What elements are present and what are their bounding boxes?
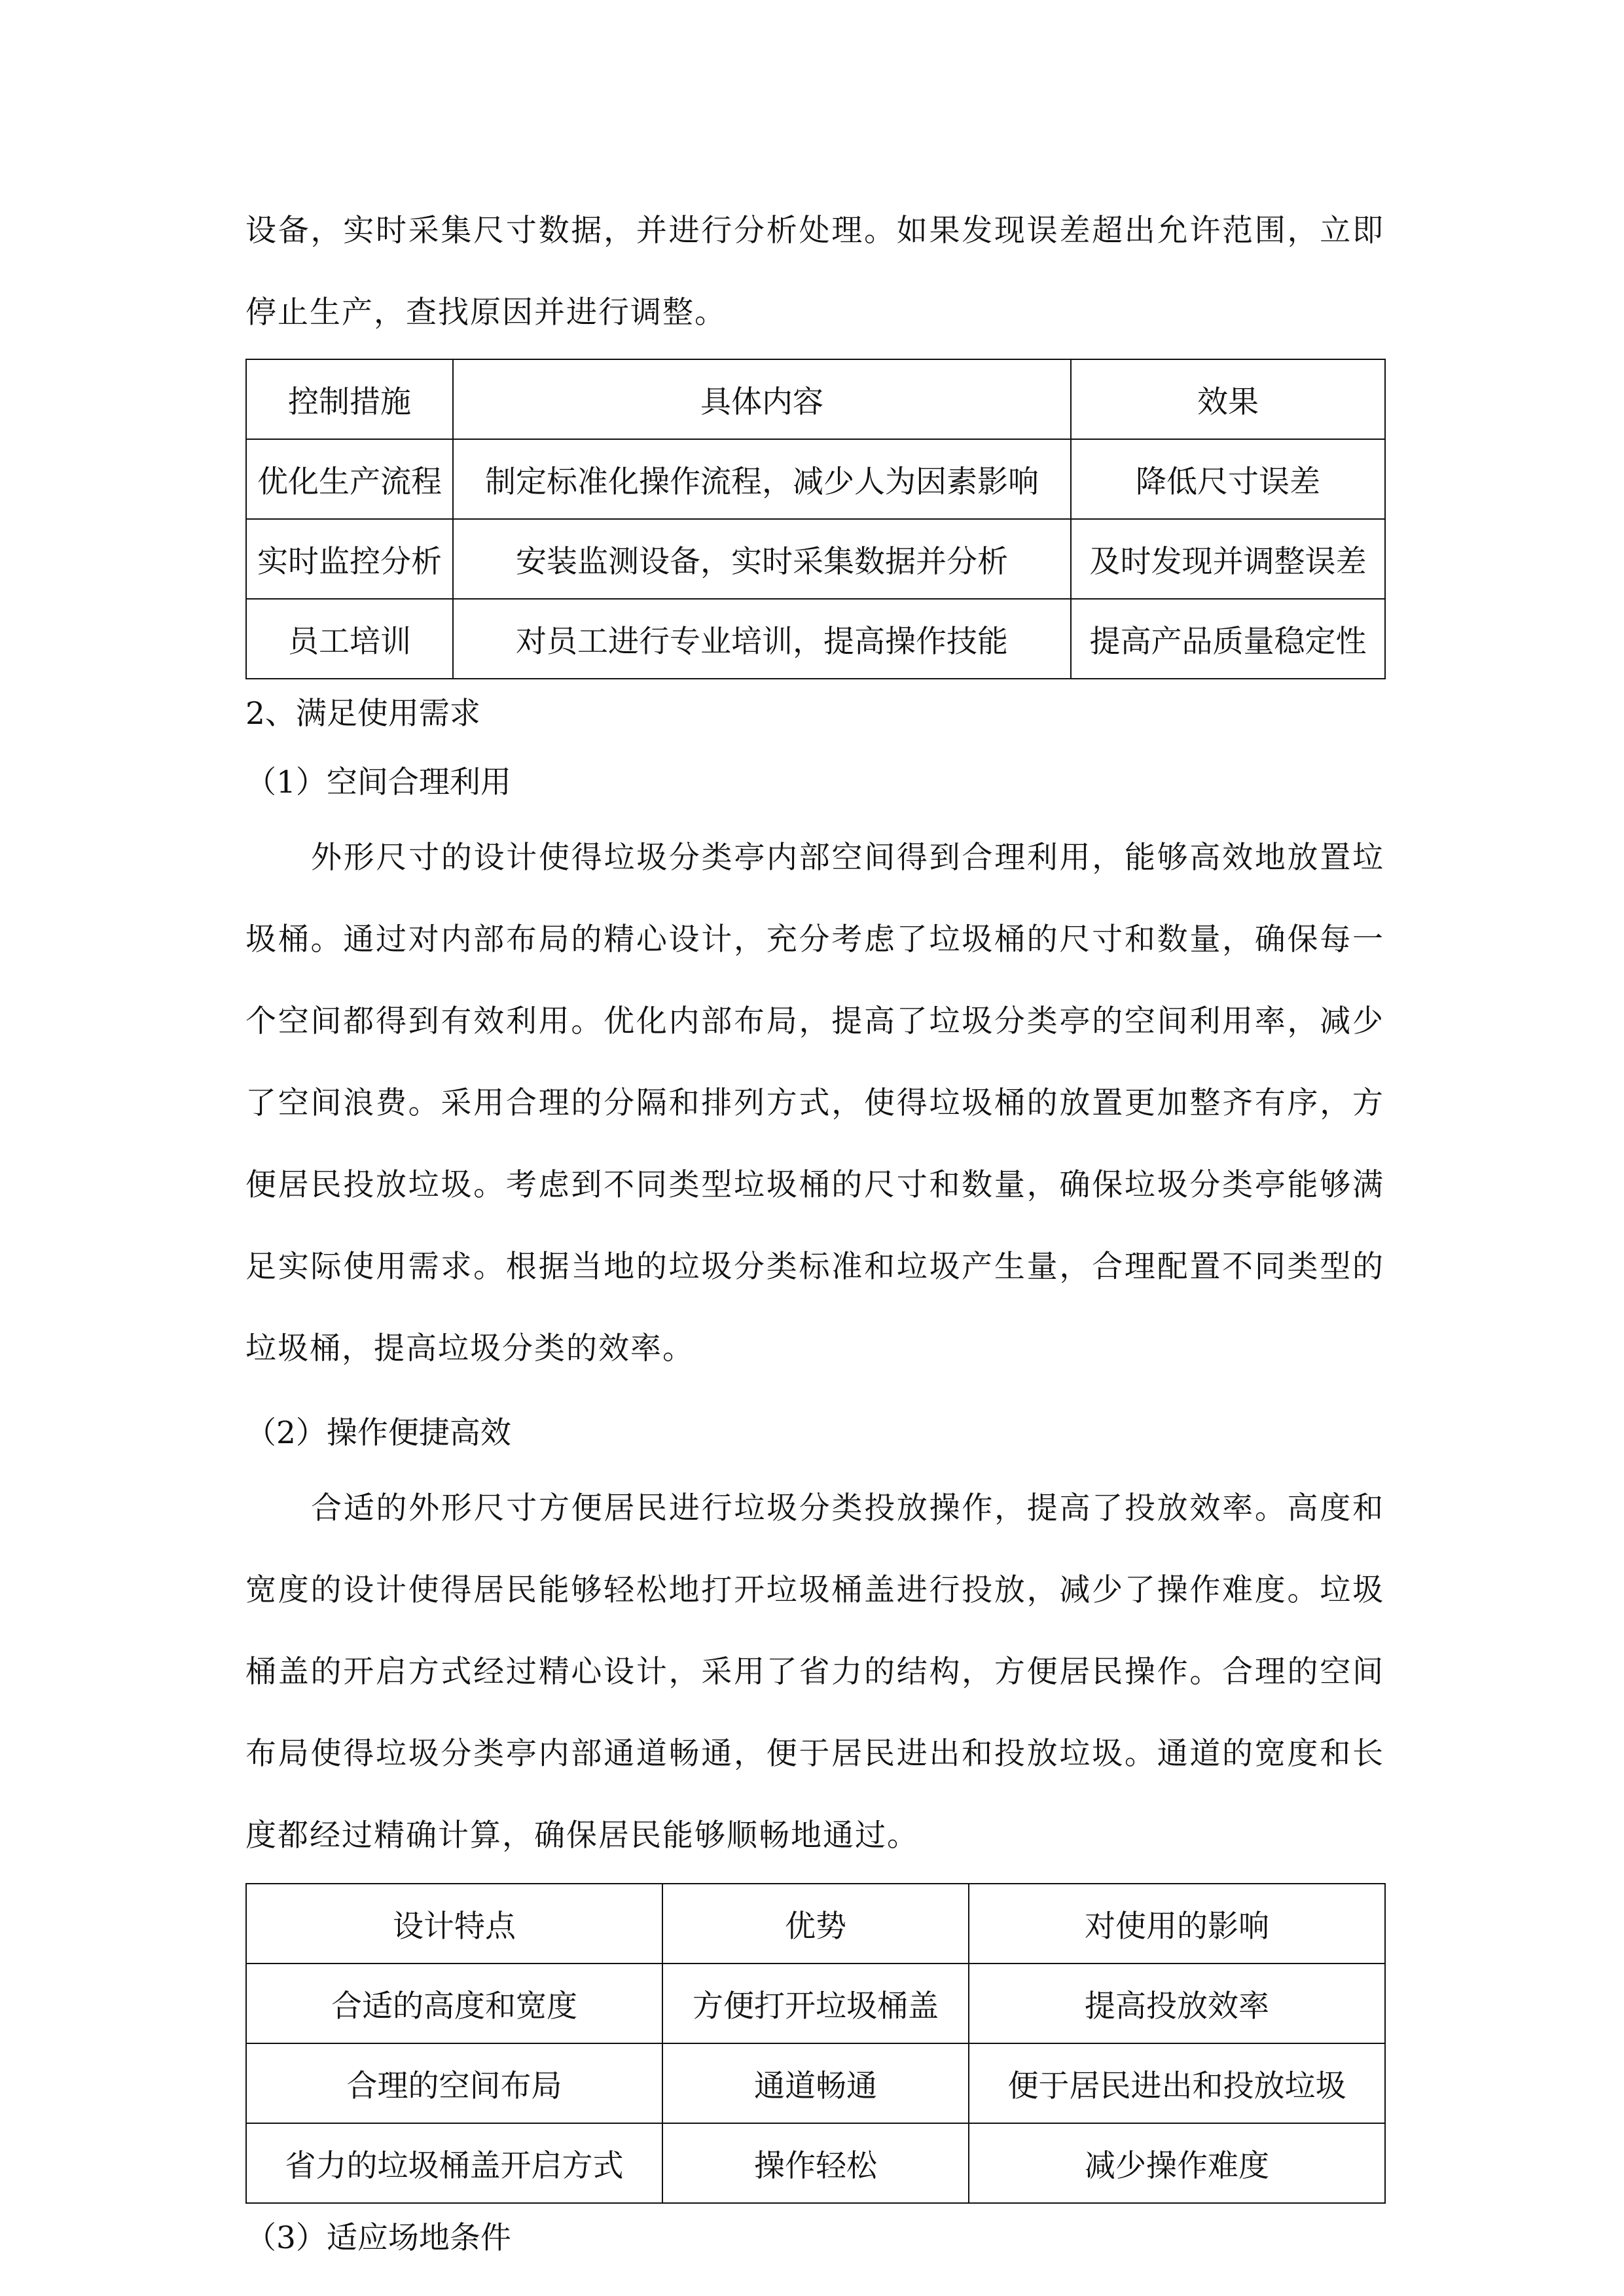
design-features-table bbox=[245, 1883, 1386, 2204]
table-cell: 安装监测设备，实时采集数据并分析 bbox=[453, 519, 1071, 599]
table-header-cell: 设计特点 bbox=[246, 1884, 662, 1964]
body-paragraph: 合适的外形尺寸方便居民进行垃圾分类投放操作，提高了投放效率。高度和宽度的设计使得居民能够轻松地打开垃圾桶盖进行投放，减少了操作难度。垃圾桶盖的开启方式经过精心设计，采用了省力的结构，方便居民操作。合理的空间布局使得垃圾分类亭内部通道畅通，便于居民进出和投放垃圾。通道的宽度和长度都经过精确计算，确保居民能够顺畅地通过。 bbox=[245, 1490, 1384, 1854]
table-row bbox=[246, 2123, 1385, 2203]
table-row bbox=[246, 1964, 1385, 2043]
table-row bbox=[246, 599, 1385, 679]
subsection-heading: （3）适应场地条件 bbox=[245, 2220, 511, 2256]
table-cell: 提高投放效率 bbox=[969, 1964, 1385, 2043]
table-cell: 合适的高度和宽度 bbox=[246, 1964, 662, 2043]
table-cell: 员工培训 bbox=[246, 599, 453, 679]
table-header-row bbox=[246, 359, 1385, 439]
table-row bbox=[246, 2043, 1385, 2123]
table-cell: 方便打开垃圾桶盖 bbox=[662, 1964, 969, 2043]
table-cell: 提高产品质量稳定性 bbox=[1071, 599, 1385, 679]
table-header-cell: 效果 bbox=[1071, 359, 1385, 439]
table-cell: 对员工进行专业培训，提高操作技能 bbox=[453, 599, 1071, 679]
table-row bbox=[246, 519, 1385, 599]
subsection-heading: （2）操作便捷高效 bbox=[245, 1415, 511, 1451]
table-header-cell: 优势 bbox=[662, 1884, 969, 1964]
document-page bbox=[245, 190, 1384, 2272]
table-cell: 便于居民进出和投放垃圾 bbox=[969, 2043, 1385, 2123]
table-cell: 通道畅通 bbox=[662, 2043, 969, 2123]
table-cell: 及时发现并调整误差 bbox=[1071, 519, 1385, 599]
table-header-cell: 控制措施 bbox=[246, 359, 453, 439]
table-cell: 省力的垃圾桶盖开启方式 bbox=[246, 2123, 662, 2203]
intro-paragraph: 设备，实时采集尺寸数据，并进行分析处理。如果发现误差超出允许范围，立即停止生产，查找原因并进行调整。 bbox=[245, 213, 1384, 331]
table-cell: 减少操作难度 bbox=[969, 2123, 1385, 2203]
table-header-cell: 对使用的影响 bbox=[969, 1884, 1385, 1964]
table-header-cell: 具体内容 bbox=[453, 359, 1071, 439]
table-cell: 优化生产流程 bbox=[246, 439, 453, 519]
control-measures-table bbox=[245, 359, 1386, 679]
table-cell: 实时监控分析 bbox=[246, 519, 453, 599]
section-heading: 2、满足使用需求 bbox=[245, 696, 480, 732]
subsection-heading: （1）空间合理利用 bbox=[245, 764, 511, 800]
table-cell: 合理的空间布局 bbox=[246, 2043, 662, 2123]
table-header-row bbox=[246, 1884, 1385, 1964]
table-cell: 操作轻松 bbox=[662, 2123, 969, 2203]
table-row bbox=[246, 439, 1385, 519]
body-paragraph: 外形尺寸的设计使得垃圾分类亭内部空间得到合理利用，能够高效地放置垃圾桶。通过对内部布局的精心设计，充分考虑了垃圾桶的尺寸和数量，确保每一个空间都得到有效利用。优化内部布局，提高了垃圾分类亭的空间利用率，减少了空间浪费。采用合理的分隔和排列方式，使得垃圾桶的放置更加整齐有序，方便居民投放垃圾。考虑到不同类型垃圾桶的尺寸和数量，确保垃圾分类亭能够满足实际使用需求。根据当地的垃圾分类标准和垃圾产生量，合理配置不同类型的垃圾桶，提高垃圾分类的效率。 bbox=[245, 840, 1384, 1367]
table-cell: 降低尺寸误差 bbox=[1071, 439, 1385, 519]
table-cell: 制定标准化操作流程，减少人为因素影响 bbox=[453, 439, 1071, 519]
